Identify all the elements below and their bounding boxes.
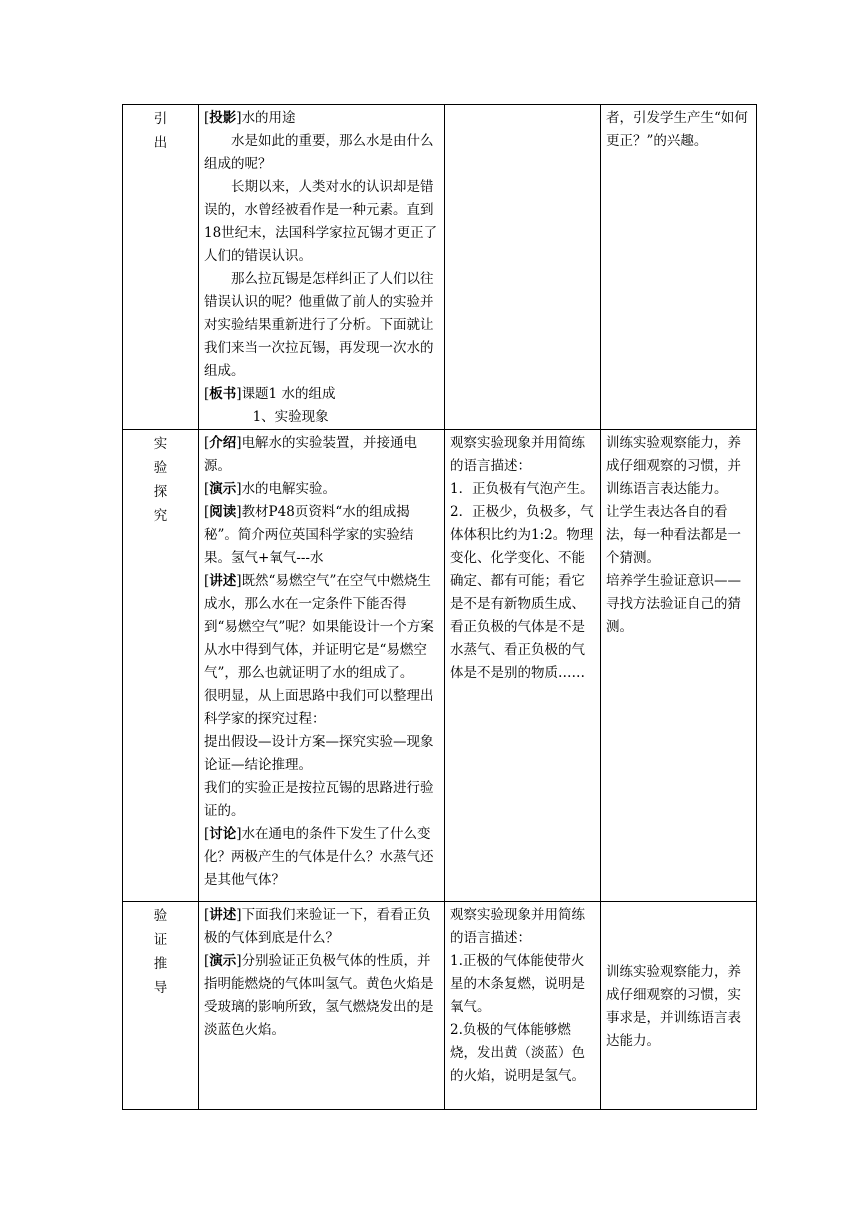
design-intent-cell [601, 105, 757, 430]
paragraph [204, 570, 439, 685]
paragraph: 水是如此的重要，那么水是由什么组成的呢？ [204, 133, 434, 172]
paragraph [204, 950, 439, 1042]
table-row [123, 902, 757, 1110]
paragraph-text: 教材P48页资料“水的组成揭秘”。简介两位英国科学家的实验结果。氢气+氧气---水 [204, 504, 414, 566]
stage-char: 出 [153, 135, 168, 151]
stage-cell [123, 902, 199, 1110]
stage-char: 探 [153, 484, 168, 500]
paragraph-text: 电解水的实验装置，并接通电源。 [204, 435, 418, 474]
paragraph: 培养学生验证意识——寻找方法验证自己的猜测。 [606, 573, 741, 635]
table-row [123, 430, 757, 902]
student-activity-cell [445, 902, 601, 1110]
paragraph: 很明显，从上面思路中我们可以整理出科学家的探究过程： [204, 688, 434, 727]
teacher-activity-cell [199, 105, 445, 430]
section-tag: [ 演示 ] [204, 953, 242, 969]
paragraph: 1．正负极有气泡产生。 [450, 481, 594, 497]
stage-char: 引 [153, 111, 168, 127]
paragraph: 让学生表达各自的看法，每一种看法都是一个猜测。 [606, 504, 741, 566]
paragraph-text: 水的电解实验。 [241, 481, 337, 497]
stage-cell [123, 430, 199, 902]
table-row [123, 105, 757, 430]
paragraph-text: 水的用途 [241, 110, 296, 126]
teacher-activity-cell [199, 430, 445, 902]
paragraph: 训练实验观察能力，养成仔细观察的习惯，并训练语言表达能力。 [606, 435, 741, 497]
paragraph: 我们的实验正是按拉瓦锡的思路进行验证的。 [204, 780, 434, 819]
paragraph: 观察实验现象并用简练的语言描述： [450, 435, 585, 474]
paragraph-text: 课题1 水的组成 [241, 386, 336, 402]
paragraph-text: 分别验证正负极气体的性质，并指明能燃烧的气体叫氢气。黄色火焰是受玻璃的影响所致，氢气燃烧发出的是淡蓝色火焰。 [204, 953, 434, 1038]
lesson-plan-table [122, 104, 757, 1110]
stage-char: 推 [153, 956, 168, 972]
paragraph-text: 既然“易燃空气”在空气中燃烧生成水，那么水在一定条件下能否得到“易燃空气”呢？如果能设计一个方案从水中得到气体，并证明它是“易燃空气”，那么也就证明了水的组成了。 [204, 573, 434, 681]
student-activity-cell [445, 430, 601, 902]
paragraph: 者，引发学生产生“如何更正？”的兴趣。 [606, 110, 748, 149]
section-tag: [ 介绍 ] [204, 435, 242, 451]
paragraph: 2．正极少，负极多，气体体积比约为1:2。物理变化、化学变化、不能确定、都有可能；看它是不是有新物质生成、看正负极的气体是不是水蒸气、看正负极的气体是不是别的物质…… [450, 504, 594, 681]
section-tag: [ 演示 ] [204, 481, 242, 497]
stage-char: 导 [153, 980, 168, 996]
paragraph: 那么拉瓦锡是怎样纠正了人们以往错误认识的呢？他重做了前人的实验并对实验结果重新进行了分析。下面就让我们来当一次拉瓦锡，再发现一次水的组成。 [204, 271, 434, 379]
section-tag: [ 阅读 ] [204, 504, 242, 520]
paragraph [204, 501, 439, 570]
paragraph: 2.负极的气体能够燃烧，发出黄（淡蓝）色的火焰，说明是氢气。 [450, 1022, 585, 1084]
student-activity-cell [445, 105, 601, 430]
design-intent-cell [601, 430, 757, 902]
paragraph [204, 383, 439, 406]
stage-char: 证 [153, 932, 168, 948]
section-tag: [ 板书 ] [204, 386, 242, 402]
stage-char: 实 [153, 436, 168, 452]
paragraph [204, 904, 439, 950]
stage-char: 验 [153, 460, 168, 476]
paragraph [204, 478, 439, 501]
section-tag: [ 讨论 ] [204, 826, 242, 842]
paragraph [204, 432, 439, 478]
paragraph: 观察实验现象并用简练的语言描述： [450, 907, 585, 946]
stage-cell [123, 105, 199, 430]
paragraph-text: 下面我们来验证一下，看看正负极的气体到底是什么？ [204, 907, 431, 946]
paragraph: 1、实验现象 [252, 409, 329, 425]
stage-char: 验 [153, 908, 168, 924]
paragraph: 训练实验观察能力，养成仔细观察的习惯，实事求是，并训练语言表达能力。 [606, 963, 741, 1049]
section-tag: [ 讲述 ] [204, 907, 242, 923]
paragraph: 提出假设—设计方案—探究实验—现象论证—结论推理。 [204, 734, 434, 773]
paragraph: 1.正极的气体能使带火星的木条复燃，说明是氧气。 [450, 953, 585, 1015]
paragraph [204, 107, 439, 130]
design-intent-cell [601, 902, 757, 1110]
paragraph-text: 水在通电的条件下发生了什么变化？两极产生的气体是什么？水蒸气还是其他气体？ [204, 826, 434, 888]
section-tag: [ 投影 ] [204, 110, 242, 126]
paragraph [204, 823, 439, 892]
paragraph: 长期以来，人类对水的认识却是错误的，水曾经被看作是一种元素。直到18世纪末，法国科学家拉瓦锡才更正了人们的错误认识。 [204, 179, 438, 264]
stage-char: 究 [153, 508, 168, 524]
section-tag: [ 讲述 ] [204, 573, 242, 589]
teacher-activity-cell [199, 902, 445, 1110]
